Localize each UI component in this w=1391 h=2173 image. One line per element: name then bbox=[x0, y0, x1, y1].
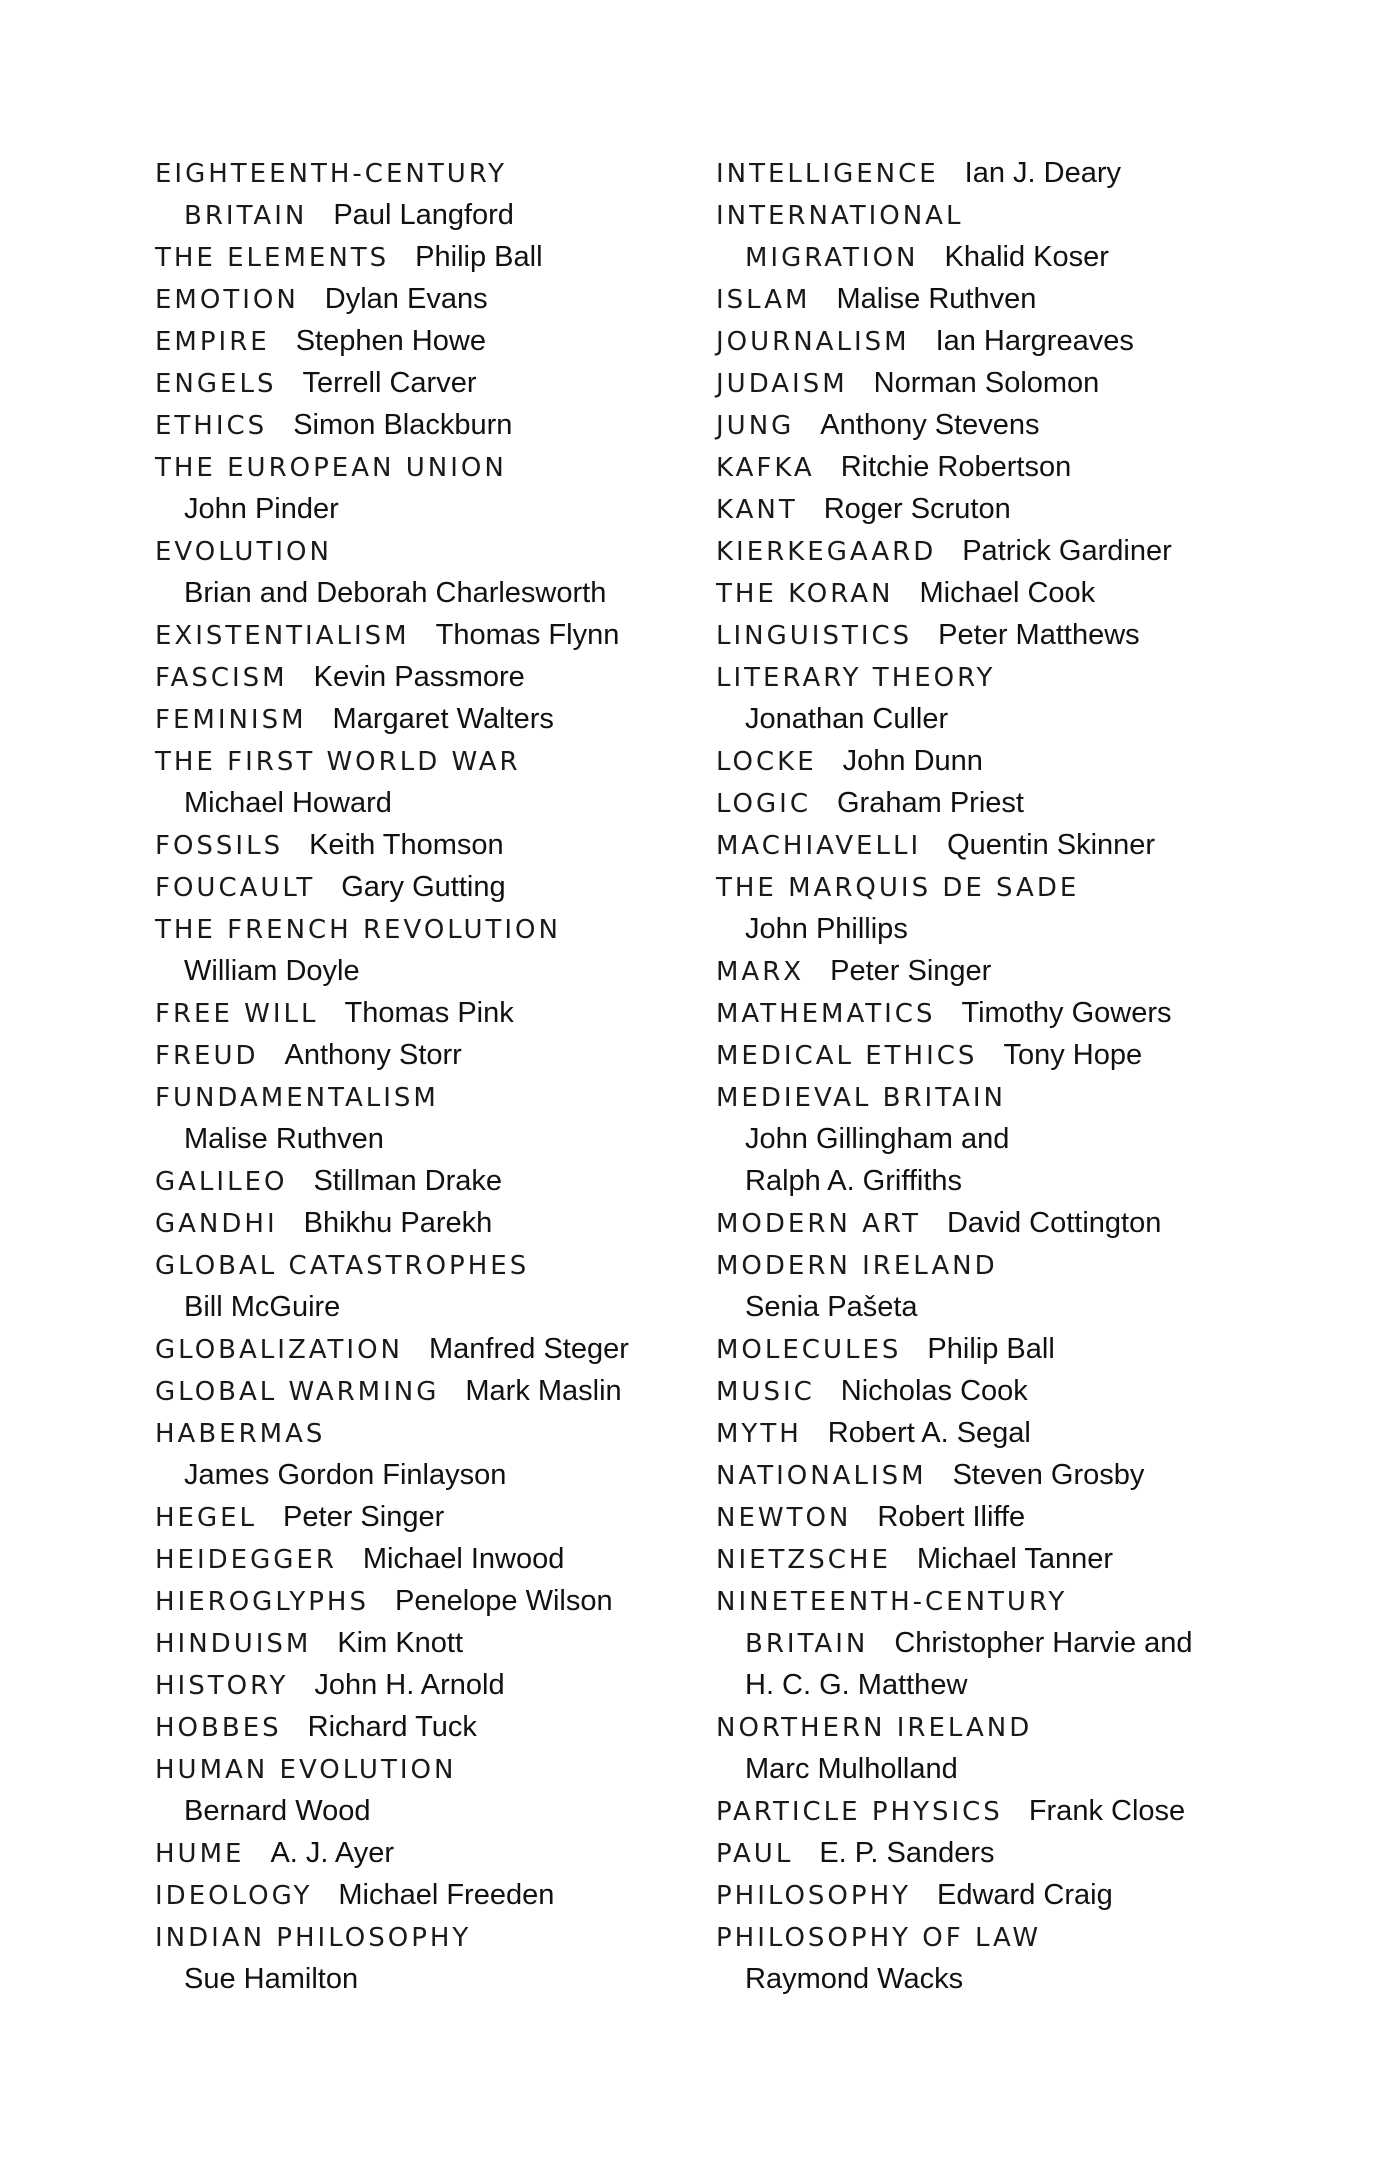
topic-title: MUSIC bbox=[716, 1377, 815, 1407]
topic-title: NEWTON bbox=[716, 1503, 852, 1533]
list-item bbox=[155, 1874, 715, 1916]
author-name: Penelope Wilson bbox=[394, 1585, 613, 1617]
list-item bbox=[155, 530, 715, 572]
list-item bbox=[716, 1118, 1276, 1160]
topic-title: MEDIEVAL BRITAIN bbox=[716, 1083, 1006, 1113]
author-name: Peter Matthews bbox=[938, 619, 1140, 651]
topic-title: ETHICS bbox=[155, 411, 268, 441]
list-item bbox=[155, 1958, 715, 2000]
author-name: Philip Ball bbox=[927, 1333, 1055, 1365]
list-item bbox=[155, 740, 715, 782]
list-item bbox=[155, 194, 715, 236]
topic-title: EXISTENTIALISM bbox=[155, 621, 410, 651]
list-item bbox=[155, 950, 715, 992]
author-name: Michael Inwood bbox=[362, 1543, 565, 1575]
topic-title: ISLAM bbox=[716, 285, 811, 315]
list-item bbox=[155, 1748, 715, 1790]
list-item bbox=[716, 236, 1276, 278]
list-item bbox=[716, 1328, 1276, 1370]
author-name: Timothy Gowers bbox=[961, 997, 1172, 1029]
topic-title: PARTICLE PHYSICS bbox=[716, 1797, 1003, 1827]
topic-title: PAUL bbox=[716, 1839, 794, 1869]
list-item bbox=[716, 194, 1276, 236]
list-item bbox=[716, 1916, 1276, 1958]
list-item bbox=[155, 908, 715, 950]
topic-title: GANDHI bbox=[155, 1209, 278, 1239]
list-item bbox=[716, 1748, 1276, 1790]
author-name: Bhikhu Parekh bbox=[303, 1207, 493, 1239]
list-item bbox=[716, 656, 1276, 698]
topic-title: MARX bbox=[716, 957, 805, 987]
list-item bbox=[716, 614, 1276, 656]
left-column bbox=[155, 152, 715, 2000]
topic-title: THE EUROPEAN UNION bbox=[155, 453, 507, 483]
topic-title: KAFKA bbox=[716, 453, 815, 483]
list-item bbox=[716, 404, 1276, 446]
topic-title: THE MARQUIS DE SADE bbox=[716, 873, 1080, 903]
author-name: Senia Pašeta bbox=[745, 1291, 918, 1323]
list-item bbox=[716, 278, 1276, 320]
list-item bbox=[155, 1202, 715, 1244]
author-name: Malise Ruthven bbox=[184, 1123, 384, 1155]
topic-title: PHILOSOPHY OF LAW bbox=[716, 1923, 1042, 1953]
topic-title: HEIDEGGER bbox=[155, 1545, 337, 1575]
author-name: Manfred Steger bbox=[429, 1333, 629, 1365]
list-item bbox=[716, 572, 1276, 614]
author-name: Bill McGuire bbox=[184, 1291, 341, 1323]
topic-title: JUNG bbox=[716, 411, 795, 441]
list-item bbox=[716, 1286, 1276, 1328]
list-item bbox=[155, 698, 715, 740]
topic-title: NIETZSCHE bbox=[716, 1545, 891, 1575]
list-item bbox=[716, 1622, 1276, 1664]
topic-title: HOBBES bbox=[155, 1713, 282, 1743]
list-item bbox=[716, 1244, 1276, 1286]
author-name: Terrell Carver bbox=[302, 367, 477, 399]
list-item bbox=[155, 1664, 715, 1706]
author-name: Nicholas Cook bbox=[840, 1375, 1028, 1407]
list-item bbox=[155, 614, 715, 656]
author-name: Thomas Flynn bbox=[435, 619, 620, 651]
topic-title: MODERN IRELAND bbox=[716, 1251, 998, 1281]
list-item bbox=[716, 1370, 1276, 1412]
topic-title: BRITAIN bbox=[745, 1629, 869, 1659]
list-item bbox=[155, 152, 715, 194]
list-item bbox=[155, 1496, 715, 1538]
list-item bbox=[716, 782, 1276, 824]
list-item bbox=[716, 1664, 1276, 1706]
list-item bbox=[716, 1790, 1276, 1832]
topic-title: BRITAIN bbox=[184, 201, 308, 231]
list-item bbox=[155, 782, 715, 824]
author-name: E. P. Sanders bbox=[819, 1837, 995, 1869]
right-column bbox=[716, 152, 1276, 2000]
author-name: Thomas Pink bbox=[344, 997, 514, 1029]
author-name: William Doyle bbox=[184, 955, 360, 987]
list-item bbox=[155, 1916, 715, 1958]
author-name: Michael Cook bbox=[919, 577, 1096, 609]
list-item bbox=[716, 992, 1276, 1034]
list-item bbox=[716, 1454, 1276, 1496]
topic-title: NATIONALISM bbox=[716, 1461, 927, 1491]
list-item bbox=[155, 824, 715, 866]
list-item bbox=[155, 1412, 715, 1454]
author-name: Marc Mulholland bbox=[745, 1753, 958, 1785]
author-name: Malise Ruthven bbox=[836, 283, 1037, 315]
author-name: Sue Hamilton bbox=[184, 1963, 359, 1995]
author-name: Ian Hargreaves bbox=[935, 325, 1134, 357]
topic-title: EVOLUTION bbox=[155, 537, 332, 567]
topic-title: THE FIRST WORLD WAR bbox=[155, 747, 521, 777]
author-name: A. J. Ayer bbox=[270, 1837, 395, 1869]
topic-title: MIGRATION bbox=[745, 243, 919, 273]
list-item bbox=[155, 572, 715, 614]
author-name: Michael Howard bbox=[184, 787, 392, 819]
topic-title: JUDAISM bbox=[716, 369, 848, 399]
topic-title: INTELLIGENCE bbox=[716, 159, 939, 189]
list-item bbox=[155, 1622, 715, 1664]
topic-title: FREE WILL bbox=[155, 999, 319, 1029]
topic-title: EIGHTEENTH-CENTURY bbox=[155, 159, 508, 189]
author-name: Michael Freeden bbox=[338, 1879, 555, 1911]
author-name: John Pinder bbox=[184, 493, 339, 525]
author-name: Margaret Walters bbox=[332, 703, 554, 735]
list-item bbox=[716, 362, 1276, 404]
list-item bbox=[155, 236, 715, 278]
author-name: H. C. G. Matthew bbox=[745, 1669, 968, 1701]
author-name: Philip Ball bbox=[415, 241, 543, 273]
list-item bbox=[155, 1286, 715, 1328]
author-name: John H. Arnold bbox=[314, 1669, 505, 1701]
list-item bbox=[155, 1706, 715, 1748]
author-name: Mark Maslin bbox=[465, 1375, 622, 1407]
list-item bbox=[716, 1412, 1276, 1454]
list-item bbox=[155, 1076, 715, 1118]
list-item bbox=[155, 320, 715, 362]
topic-title: FEMINISM bbox=[155, 705, 307, 735]
author-name: Simon Blackburn bbox=[293, 409, 513, 441]
list-item bbox=[155, 404, 715, 446]
author-name: Edward Craig bbox=[937, 1879, 1113, 1911]
topic-title: ENGELS bbox=[155, 369, 277, 399]
topic-title: THE ELEMENTS bbox=[155, 243, 390, 273]
list-item bbox=[716, 908, 1276, 950]
topic-title: KIERKEGAARD bbox=[716, 537, 937, 567]
list-item bbox=[716, 866, 1276, 908]
topic-title: GLOBAL CATASTROPHES bbox=[155, 1251, 530, 1281]
topic-title: GALILEO bbox=[155, 1167, 288, 1197]
topic-title: MATHEMATICS bbox=[716, 999, 936, 1029]
author-name: Ian J. Deary bbox=[964, 157, 1122, 189]
topic-title: FUNDAMENTALISM bbox=[155, 1083, 439, 1113]
list-item bbox=[155, 656, 715, 698]
list-item bbox=[716, 740, 1276, 782]
author-name: Tony Hope bbox=[1003, 1039, 1143, 1071]
author-name: Steven Grosby bbox=[952, 1459, 1145, 1491]
topic-title: FOSSILS bbox=[155, 831, 284, 861]
author-name: Graham Priest bbox=[837, 787, 1024, 819]
topic-title: THE FRENCH REVOLUTION bbox=[155, 915, 561, 945]
list-item bbox=[155, 1790, 715, 1832]
author-name: James Gordon Finlayson bbox=[184, 1459, 507, 1491]
author-name: Patrick Gardiner bbox=[962, 535, 1172, 567]
list-item bbox=[155, 488, 715, 530]
list-item bbox=[716, 1496, 1276, 1538]
author-name: Peter Singer bbox=[830, 955, 992, 987]
list-item bbox=[716, 1160, 1276, 1202]
topic-title: THE KORAN bbox=[716, 579, 894, 609]
list-item bbox=[716, 152, 1276, 194]
list-item bbox=[716, 1034, 1276, 1076]
topic-title: EMOTION bbox=[155, 285, 299, 315]
topic-title: HUME bbox=[155, 1839, 245, 1869]
topic-title: HISTORY bbox=[155, 1671, 289, 1701]
list-item bbox=[716, 698, 1276, 740]
topic-title: FOUCAULT bbox=[155, 873, 316, 903]
list-item bbox=[155, 1454, 715, 1496]
list-item bbox=[155, 1160, 715, 1202]
list-item bbox=[155, 1328, 715, 1370]
topic-title: MYTH bbox=[716, 1419, 802, 1449]
author-name: Stephen Howe bbox=[295, 325, 486, 357]
list-item bbox=[155, 992, 715, 1034]
author-name: Anthony Storr bbox=[284, 1039, 462, 1071]
topic-title: HIEROGLYPHS bbox=[155, 1587, 369, 1617]
author-name: Frank Close bbox=[1028, 1795, 1186, 1827]
topic-title: HINDUISM bbox=[155, 1629, 312, 1659]
list-item bbox=[155, 1244, 715, 1286]
list-item bbox=[155, 362, 715, 404]
list-item bbox=[155, 1538, 715, 1580]
list-item bbox=[716, 950, 1276, 992]
topic-title: LITERARY THEORY bbox=[716, 663, 996, 693]
author-name: Khalid Koser bbox=[944, 241, 1109, 273]
author-name: Robert Iliffe bbox=[877, 1501, 1026, 1533]
author-name: John Gillingham and bbox=[745, 1123, 1010, 1155]
author-name: Quentin Skinner bbox=[947, 829, 1156, 861]
author-name: Roger Scruton bbox=[823, 493, 1011, 525]
author-name: Ritchie Robertson bbox=[840, 451, 1072, 483]
list-item bbox=[716, 1538, 1276, 1580]
list-item bbox=[716, 1202, 1276, 1244]
list-item bbox=[716, 1706, 1276, 1748]
author-name: John Dunn bbox=[842, 745, 983, 777]
topic-title: HUMAN EVOLUTION bbox=[155, 1755, 457, 1785]
topic-title: MACHIAVELLI bbox=[716, 831, 922, 861]
topic-title: JOURNALISM bbox=[716, 327, 910, 357]
topic-title: INTERNATIONAL bbox=[716, 201, 964, 231]
list-item bbox=[155, 278, 715, 320]
author-name: Stillman Drake bbox=[313, 1165, 503, 1197]
list-item bbox=[155, 1580, 715, 1622]
list-item bbox=[155, 866, 715, 908]
topic-title: MODERN ART bbox=[716, 1209, 921, 1239]
author-name: Dylan Evans bbox=[324, 283, 488, 315]
topic-title: FASCISM bbox=[155, 663, 288, 693]
list-item bbox=[716, 1958, 1276, 2000]
list-item bbox=[716, 320, 1276, 362]
list-item bbox=[716, 824, 1276, 866]
author-name: Robert A. Segal bbox=[827, 1417, 1031, 1449]
topic-title: LOCKE bbox=[716, 747, 817, 777]
topic-title: LINGUISTICS bbox=[716, 621, 913, 651]
topic-title: HEGEL bbox=[155, 1503, 258, 1533]
author-name: Kevin Passmore bbox=[313, 661, 525, 693]
topic-title: INDIAN PHILOSOPHY bbox=[155, 1923, 472, 1953]
author-name: Raymond Wacks bbox=[745, 1963, 964, 1995]
topic-title: FREUD bbox=[155, 1041, 259, 1071]
author-name: Paul Langford bbox=[333, 199, 514, 231]
topic-title: GLOBALIZATION bbox=[155, 1335, 403, 1365]
topic-title: NINETEENTH-CENTURY bbox=[716, 1587, 1068, 1617]
author-name: Bernard Wood bbox=[184, 1795, 371, 1827]
author-name: Kim Knott bbox=[337, 1627, 464, 1659]
list-item bbox=[716, 488, 1276, 530]
list-item bbox=[155, 1370, 715, 1412]
topic-title: KANT bbox=[716, 495, 798, 525]
list-item bbox=[716, 446, 1276, 488]
author-name: Peter Singer bbox=[283, 1501, 445, 1533]
author-name: Michael Tanner bbox=[916, 1543, 1114, 1575]
topic-title: IDEOLOGY bbox=[155, 1881, 313, 1911]
list-item bbox=[155, 1832, 715, 1874]
list-item bbox=[716, 1874, 1276, 1916]
list-item bbox=[155, 446, 715, 488]
author-name: Christopher Harvie and bbox=[894, 1627, 1193, 1659]
topic-title: EMPIRE bbox=[155, 327, 270, 357]
author-name: David Cottington bbox=[946, 1207, 1162, 1239]
list-item bbox=[155, 1118, 715, 1160]
author-name: Gary Gutting bbox=[341, 871, 506, 903]
author-name: Richard Tuck bbox=[307, 1711, 477, 1743]
topic-title: LOGIC bbox=[716, 789, 811, 819]
list-item bbox=[716, 1832, 1276, 1874]
list-item bbox=[716, 1580, 1276, 1622]
list-item bbox=[716, 1076, 1276, 1118]
topic-title: MEDICAL ETHICS bbox=[716, 1041, 978, 1071]
author-name: Norman Solomon bbox=[873, 367, 1100, 399]
author-name: Brian and Deborah Charlesworth bbox=[184, 577, 607, 609]
topic-title: HABERMAS bbox=[155, 1419, 326, 1449]
list-item bbox=[155, 1034, 715, 1076]
list-item bbox=[716, 530, 1276, 572]
author-name: Anthony Stevens bbox=[820, 409, 1040, 441]
author-name: Ralph A. Griffiths bbox=[745, 1165, 963, 1197]
author-name: John Phillips bbox=[745, 913, 908, 945]
topic-title: NORTHERN IRELAND bbox=[716, 1713, 1033, 1743]
topic-title: GLOBAL WARMING bbox=[155, 1377, 440, 1407]
author-name: Keith Thomson bbox=[309, 829, 504, 861]
topic-title: MOLECULES bbox=[716, 1335, 902, 1365]
author-name: Jonathan Culler bbox=[745, 703, 949, 735]
topic-title: PHILOSOPHY bbox=[716, 1881, 912, 1911]
